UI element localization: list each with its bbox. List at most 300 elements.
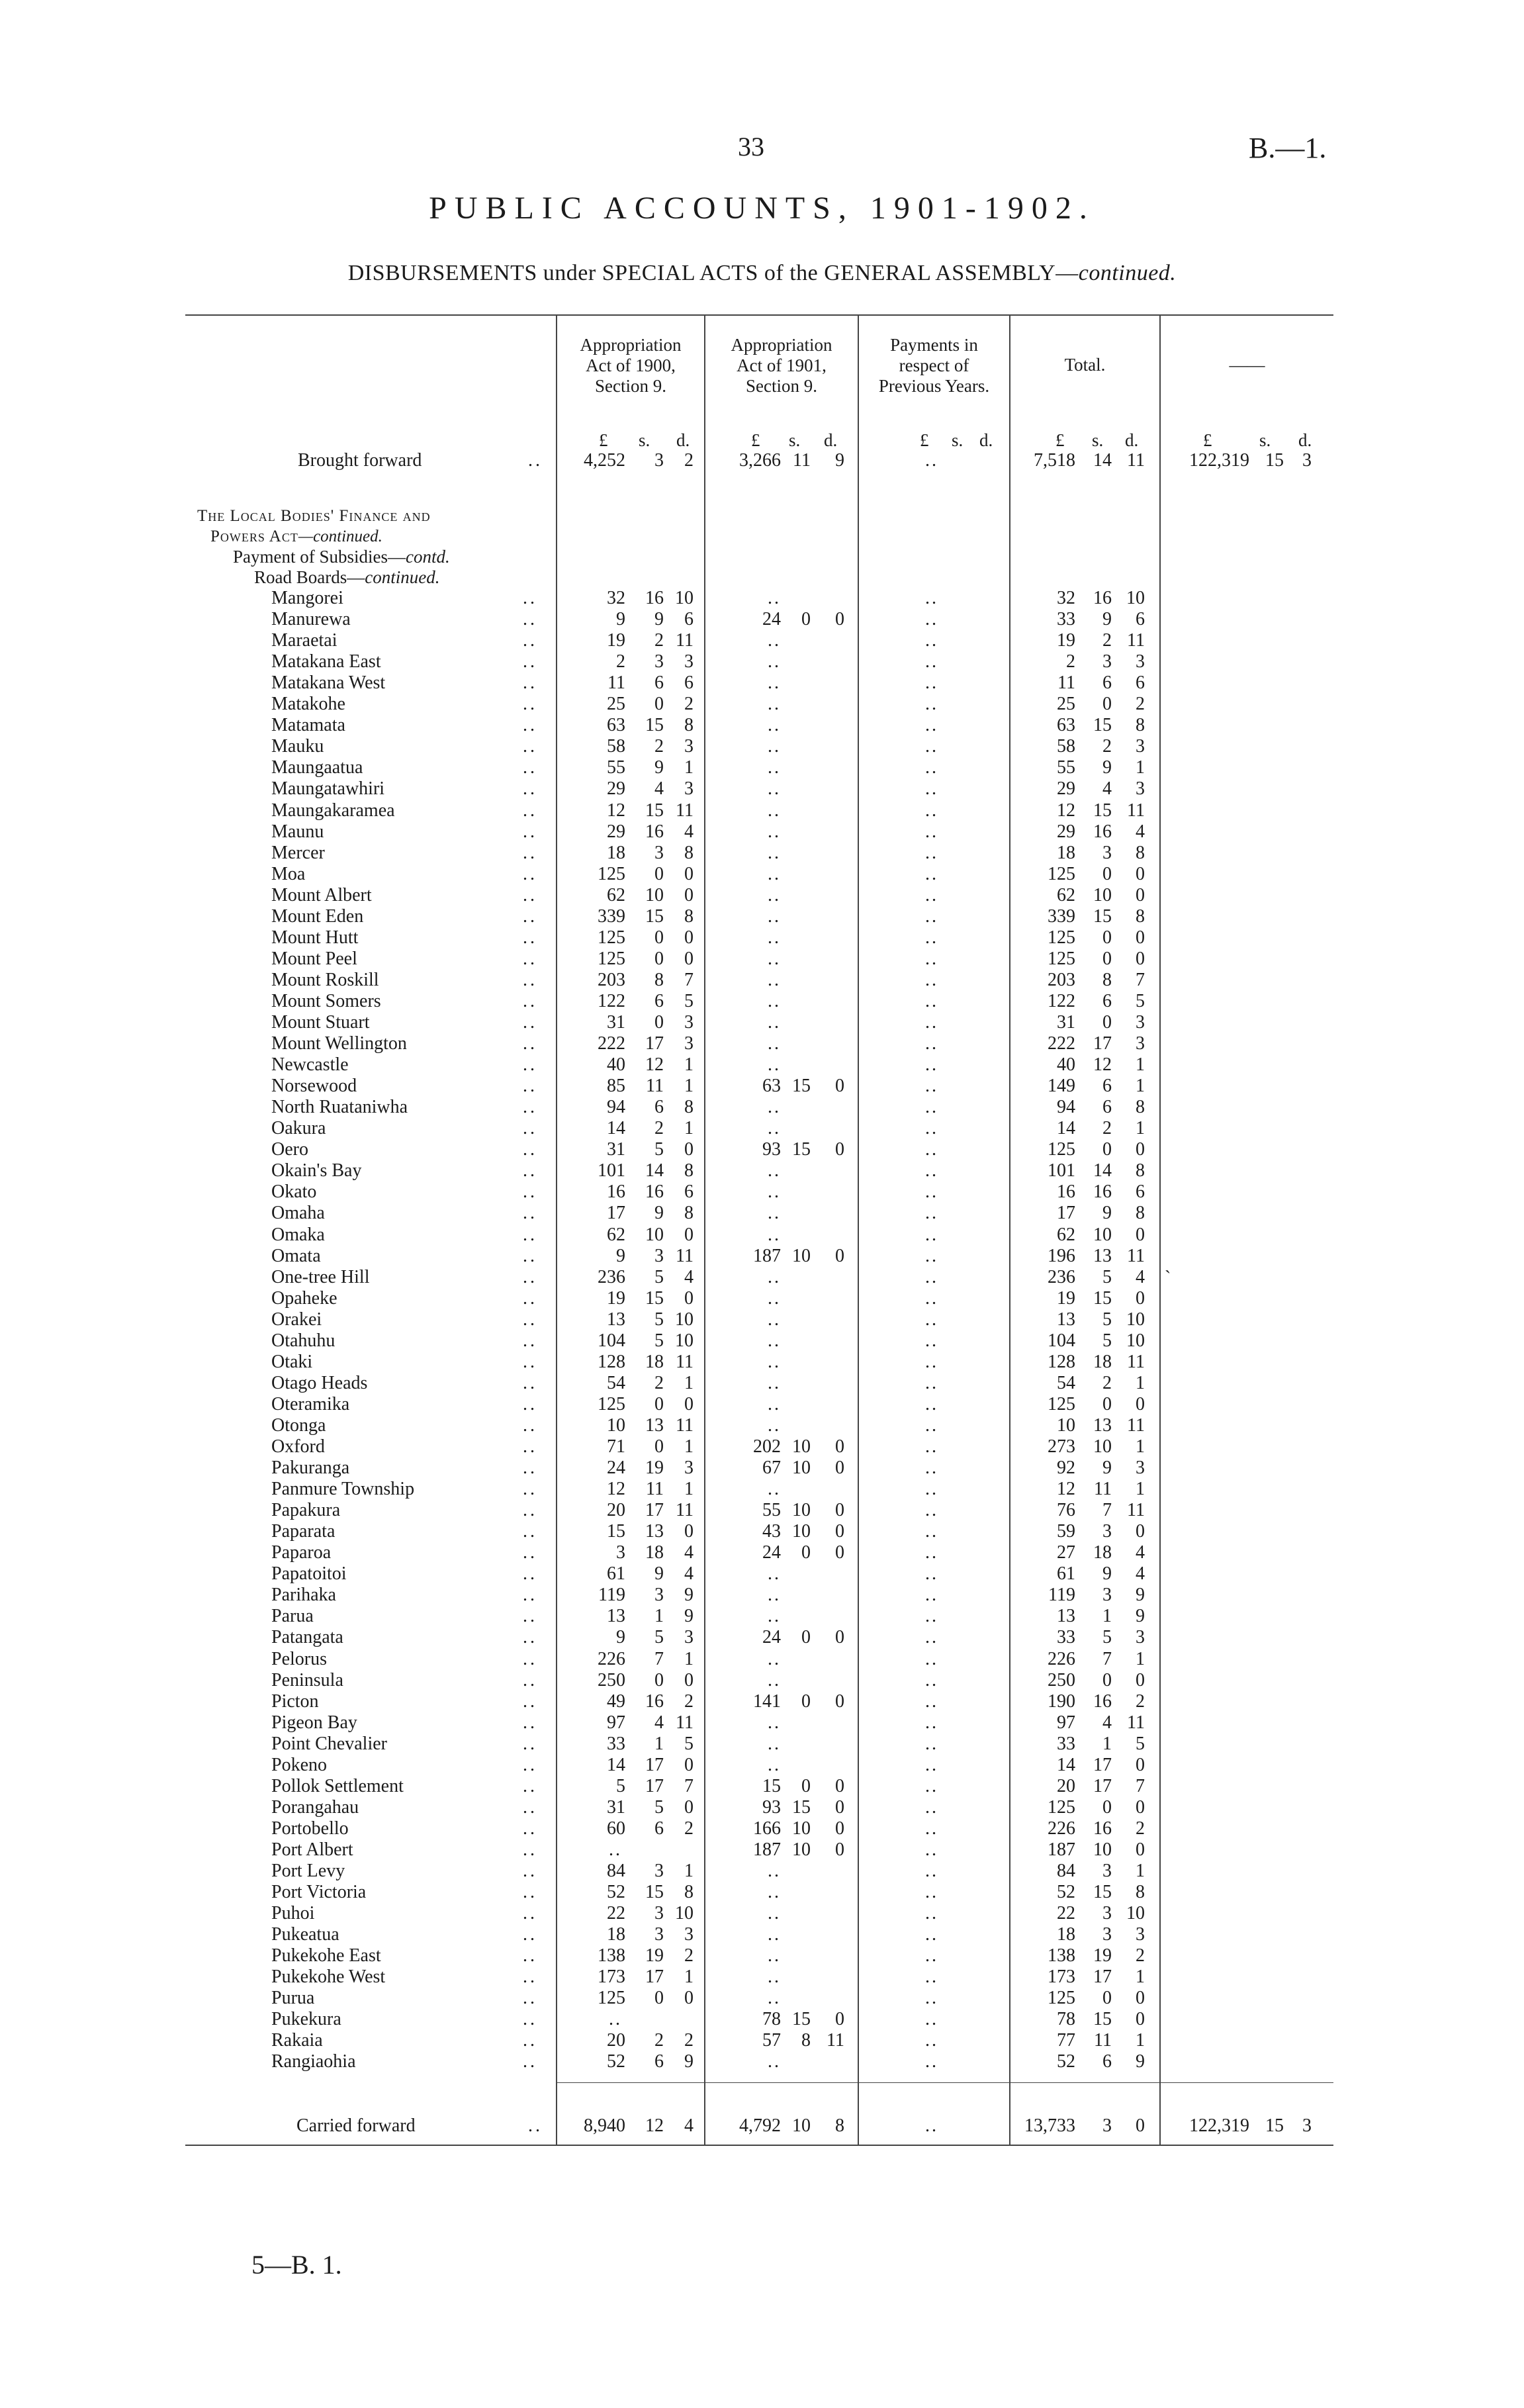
amount-c1-pounds: 40 xyxy=(607,1054,625,1075)
amount-c2-shillings: 15 xyxy=(792,2009,811,2029)
board-name: Opaheke xyxy=(271,1288,337,1309)
amount-c1-pounds: 125 xyxy=(598,949,625,969)
amount-c4-pounds: 16 xyxy=(1057,1181,1075,1202)
amount-c1-pounds: 16 xyxy=(607,1181,625,1202)
amount-c2-pounds: 3,266 xyxy=(739,450,781,471)
table-row xyxy=(185,949,1333,970)
amount-c1-pence: 0 xyxy=(684,949,694,969)
amount-c2-shillings: 10 xyxy=(792,1818,811,1839)
board-name: Matakana East xyxy=(271,651,381,672)
section-heading-line4-plain: Road Boards— xyxy=(254,567,365,587)
nil-c2: .. xyxy=(768,1267,781,1287)
nil-c2: .. xyxy=(768,1924,781,1945)
amount-c4-shillings: 2 xyxy=(1102,1118,1112,1138)
amount-c4-pounds: 2 xyxy=(1066,651,1075,672)
amount-c4-shillings: 7 xyxy=(1102,1649,1112,1669)
amount-c1-pounds: 17 xyxy=(607,1203,625,1223)
board-name: Newcastle xyxy=(271,1054,349,1075)
board-name: Pigeon Bay xyxy=(271,1712,357,1733)
amount-c4-pence: 0 xyxy=(1136,864,1145,884)
amount-c2-pounds: 15 xyxy=(762,1776,781,1796)
amount-c1-pounds: 18 xyxy=(607,1924,625,1945)
board-name: Paparoa xyxy=(271,1542,332,1563)
amount-c4-shillings: 5 xyxy=(1102,1309,1112,1330)
nil-c3: .. xyxy=(925,1882,938,1902)
table-row xyxy=(185,1160,1333,1181)
table-row xyxy=(185,927,1333,949)
page-subtitle xyxy=(0,261,1524,286)
amount-c1-shillings: 17 xyxy=(645,1967,664,1987)
table-row xyxy=(185,1479,1333,1500)
amount-c1-shillings: 0 xyxy=(654,1988,664,2008)
board-name: Porangahau xyxy=(271,1797,359,1818)
board-name: Port Victoria xyxy=(271,1882,367,1902)
amount-c4-pence: 0 xyxy=(1136,949,1145,969)
nil-c2: .. xyxy=(768,927,781,948)
amount-c4-pounds: 125 xyxy=(1048,1394,1075,1414)
amount-c4-shillings: 5 xyxy=(1102,1267,1112,1287)
amount-c1-pounds: 203 xyxy=(598,970,625,990)
amount-c1-shillings: 5 xyxy=(654,1797,664,1818)
nil-c3: .. xyxy=(925,1861,938,1881)
row-leader: .. xyxy=(523,843,537,863)
amount-c1-shillings: 6 xyxy=(654,672,664,693)
board-name: Pelorus xyxy=(271,1649,327,1669)
board-name: Omaka xyxy=(271,1225,325,1245)
amount-c1-shillings: 15 xyxy=(645,906,664,927)
board-name: Maunu xyxy=(271,821,324,842)
board-name: Pakuranga xyxy=(271,1458,350,1478)
amount-c4-shillings: 10 xyxy=(1093,1839,1112,1860)
amount-c1-pence: 0 xyxy=(684,927,694,948)
row-leader: .. xyxy=(523,588,537,608)
amount-c4-pence: 0 xyxy=(1136,1225,1145,1245)
amount-c1-pence: 1 xyxy=(684,1649,694,1669)
units-c3-2: d. xyxy=(979,430,993,450)
amount-c5-pence: 3 xyxy=(1302,450,1312,471)
table-row xyxy=(185,1988,1333,2009)
board-name: Rangiaohia xyxy=(271,2051,356,2072)
nil-c3: .. xyxy=(925,927,938,948)
amount-c4-pounds: 125 xyxy=(1048,1988,1075,2008)
row-leader: .. xyxy=(523,609,537,629)
amount-c2-shillings: 10 xyxy=(792,2115,811,2136)
row-leader: .. xyxy=(523,1033,537,1054)
amount-c4-shillings: 6 xyxy=(1102,991,1112,1011)
nil-c2: .. xyxy=(768,800,781,821)
row-leader: .. xyxy=(523,1097,537,1117)
table-row xyxy=(185,778,1333,800)
amount-c4-pounds: 196 xyxy=(1048,1246,1075,1266)
table-row xyxy=(185,885,1333,906)
nil-c3: .. xyxy=(925,1967,938,1987)
amount-c4-pounds: 29 xyxy=(1057,821,1075,842)
amount-c1-pounds: 119 xyxy=(598,1585,625,1605)
amount-c4-pence: 0 xyxy=(1136,885,1145,905)
table-row xyxy=(185,1436,1333,1458)
amount-c4-shillings: 17 xyxy=(1093,1033,1112,1054)
amount-c1-shillings: 12 xyxy=(645,1054,664,1075)
amount-c4-shillings: 1 xyxy=(1102,1606,1112,1626)
footer-signature: 5—B. 1. xyxy=(251,2250,342,2280)
nil-c3: .. xyxy=(925,736,938,757)
nil-c2: .. xyxy=(768,1181,781,1202)
amount-c1-shillings: 9 xyxy=(654,1563,664,1584)
amount-c4-shillings: 2 xyxy=(1102,1373,1112,1393)
amount-c4-pounds: 125 xyxy=(1048,949,1075,969)
units-c5-2: d. xyxy=(1298,430,1312,450)
units-c5-0: £ xyxy=(1203,430,1212,450)
row-leader: .. xyxy=(523,1797,537,1818)
nil-c3: .. xyxy=(925,1734,938,1754)
amount-c1-pence: 1 xyxy=(684,1076,694,1096)
amount-c2-pence: 0 xyxy=(835,1542,844,1563)
amount-c1-pence: 0 xyxy=(684,1139,694,1160)
nil-c3: .. xyxy=(925,1818,938,1839)
amount-c4-pence: 2 xyxy=(1136,1818,1145,1839)
nil-c3: .. xyxy=(925,1712,938,1733)
table-row xyxy=(185,1542,1333,1563)
amount-c1-shillings: 6 xyxy=(654,991,664,1011)
nil-c3: .. xyxy=(925,1755,938,1775)
amount-c1-shillings: 5 xyxy=(654,1627,664,1647)
amount-c2-pounds: 57 xyxy=(762,2030,781,2051)
amount-c4-pounds: 236 xyxy=(1048,1267,1075,1287)
brought-forward-label: Brought forward xyxy=(298,450,422,471)
amount-c1-pence: 6 xyxy=(684,1181,694,1202)
amount-c1-shillings: 3 xyxy=(654,1903,664,1923)
row-leader: .. xyxy=(523,906,537,927)
amount-c2-shillings: 10 xyxy=(792,1500,811,1520)
amount-c4-shillings: 7 xyxy=(1102,1500,1112,1520)
amount-c1-shillings: 17 xyxy=(645,1755,664,1775)
amount-c1-pence: 0 xyxy=(684,1521,694,1542)
amount-c2-shillings: 11 xyxy=(793,450,811,471)
amount-c1-pounds: 173 xyxy=(598,1967,625,1987)
table-row xyxy=(185,715,1333,736)
table-row xyxy=(185,1203,1333,1224)
brought-forward-row xyxy=(185,450,1333,471)
table-row xyxy=(185,1373,1333,1394)
nil-c3: .. xyxy=(925,1627,938,1647)
table-row xyxy=(185,1649,1333,1670)
amount-c1-shillings: 3 xyxy=(654,450,664,471)
row-leader: .. xyxy=(523,1627,537,1647)
amount-c4-pounds: 19 xyxy=(1057,1288,1075,1309)
amount-c1-pence: 3 xyxy=(684,1033,694,1054)
board-name: Paparata xyxy=(271,1521,336,1542)
amount-c4-shillings: 0 xyxy=(1102,1988,1112,2008)
nil-c3: .. xyxy=(925,1097,938,1117)
amount-c1-pounds: 222 xyxy=(598,1033,625,1054)
row-leader: .. xyxy=(523,715,537,735)
amount-c1-pounds: 14 xyxy=(607,1755,625,1775)
amount-c4-pounds: 125 xyxy=(1048,1139,1075,1160)
amount-c1-pounds: 33 xyxy=(607,1734,625,1754)
amount-c1-pence: 8 xyxy=(684,1160,694,1181)
amount-c1-pounds: 138 xyxy=(598,1945,625,1966)
amount-c4-shillings: 2 xyxy=(1102,630,1112,651)
amount-c1-pence: 4 xyxy=(684,1267,694,1287)
nil-c2: .. xyxy=(768,1352,781,1372)
nil-c3: .. xyxy=(925,1988,938,2008)
table-row xyxy=(185,1309,1333,1330)
amount-c4-shillings: 17 xyxy=(1093,1755,1112,1775)
board-name: Matamata xyxy=(271,715,345,735)
nil-c2: .. xyxy=(768,1118,781,1138)
amount-c4-pounds: 52 xyxy=(1057,1882,1075,1902)
amount-c1-pounds: 5 xyxy=(616,1776,625,1796)
amount-c1-pence: 3 xyxy=(684,1627,694,1647)
table-row xyxy=(185,1225,1333,1246)
table-row xyxy=(185,2051,1333,2072)
table-row xyxy=(185,1585,1333,1606)
amount-c4-shillings: 0 xyxy=(1102,1797,1112,1818)
amount-c1-pence: 8 xyxy=(684,1097,694,1117)
amount-c4-pounds: 58 xyxy=(1057,736,1075,757)
amount-c1-shillings: 17 xyxy=(645,1500,664,1520)
table-row xyxy=(185,1267,1333,1288)
nil-c3: .. xyxy=(925,1160,938,1181)
amount-c4-shillings: 3 xyxy=(1102,1861,1112,1881)
amount-c1-pence: 8 xyxy=(684,715,694,735)
amount-c4-pounds: 101 xyxy=(1048,1160,1075,1181)
table-row xyxy=(185,588,1333,609)
amount-c5-pounds: 122,319 xyxy=(1189,2115,1249,2136)
amount-c1-pounds: 54 xyxy=(607,1373,625,1393)
board-name: Rakaia xyxy=(271,2030,323,2051)
amount-c1-pence: 5 xyxy=(684,1734,694,1754)
nil-c3: .. xyxy=(925,609,938,629)
nil-c3: .. xyxy=(925,821,938,842)
nil-c1: .. xyxy=(609,1839,622,1860)
amount-c1-pounds: 24 xyxy=(607,1458,625,1478)
amount-c1-pounds: 71 xyxy=(607,1436,625,1457)
board-name: Norsewood xyxy=(271,1076,357,1096)
amount-c2-shillings: 0 xyxy=(801,1627,811,1647)
col-head-appropriation-1901: Appropriation Act of 1901, Section 9. xyxy=(731,335,832,396)
amount-c2-shillings: 0 xyxy=(801,1776,811,1796)
row-leader: .. xyxy=(523,1563,537,1584)
row-leader: .. xyxy=(523,1012,537,1033)
amount-c2-shillings: 0 xyxy=(801,1542,811,1563)
amount-c4-pounds: 27 xyxy=(1057,1542,1075,1563)
amount-c1-shillings: 3 xyxy=(654,1246,664,1266)
row-leader: .. xyxy=(523,885,537,905)
amount-c4-shillings: 4 xyxy=(1102,778,1112,799)
amount-c1-pence: 10 xyxy=(675,1903,694,1923)
row-leader: .. xyxy=(523,1394,537,1414)
amount-c4-pence: 0 xyxy=(1136,927,1145,948)
amount-c4-pounds: 128 xyxy=(1048,1352,1075,1372)
row-leader: .. xyxy=(523,778,537,799)
amount-c4-pounds: 33 xyxy=(1057,609,1075,629)
amount-c1-pence: 0 xyxy=(684,885,694,905)
row-leader: .. xyxy=(523,651,537,672)
amount-c4-shillings: 2 xyxy=(1102,736,1112,757)
table-row xyxy=(185,1521,1333,1542)
row-leader: .. xyxy=(523,1882,537,1902)
table-row xyxy=(185,1139,1333,1160)
nil-c3: .. xyxy=(925,1076,938,1096)
amount-c4-pounds: 77 xyxy=(1057,2030,1075,2051)
board-name: Oteramika xyxy=(271,1394,350,1414)
row-leader: .. xyxy=(523,1776,537,1796)
nil-c3: .. xyxy=(925,2009,938,2029)
page-code: B.—1. xyxy=(1249,132,1327,164)
nil-c3: .. xyxy=(925,1033,938,1054)
amount-c1-shillings: 17 xyxy=(645,1776,664,1796)
amount-c1-pence: 3 xyxy=(684,736,694,757)
amount-c1-pounds: 339 xyxy=(598,906,625,927)
units-c2-0: £ xyxy=(751,430,760,450)
amount-c2-shillings: 0 xyxy=(801,609,811,629)
units-c1-0: £ xyxy=(599,430,608,450)
amount-c1-pounds: 226 xyxy=(598,1649,625,1669)
table-row xyxy=(185,2009,1333,2030)
amount-c1-pence: 4 xyxy=(684,821,694,842)
amount-c4-shillings: 18 xyxy=(1093,1542,1112,1563)
amount-c4-pounds: 33 xyxy=(1057,1627,1075,1647)
section-heading-line3 xyxy=(233,547,450,567)
board-name: Mangorei xyxy=(271,588,343,608)
nil-c2: .. xyxy=(768,1160,781,1181)
nil-c2: .. xyxy=(768,906,781,927)
amount-c2-pounds: 4,792 xyxy=(739,2115,781,2136)
amount-c4-shillings: 16 xyxy=(1093,821,1112,842)
nil-c2: .. xyxy=(768,1373,781,1393)
amount-c4-pence: 1 xyxy=(1136,1861,1145,1881)
board-name: Mount Wellington xyxy=(271,1033,407,1054)
amount-c4-shillings: 4 xyxy=(1102,1712,1112,1733)
amount-c1-shillings: 6 xyxy=(654,1097,664,1117)
nil-c2: .. xyxy=(768,651,781,672)
amount-c1-shillings: 15 xyxy=(645,1288,664,1309)
amount-c2-shillings: 0 xyxy=(801,1691,811,1712)
amount-c4-pence: 11 xyxy=(1127,1500,1145,1520)
nil-c3: .. xyxy=(925,1139,938,1160)
stray-mark: ` xyxy=(1165,1268,1171,1288)
table-row xyxy=(185,1882,1333,1903)
nil-c1: .. xyxy=(609,2009,622,2029)
amount-c1-pence: 3 xyxy=(684,1924,694,1945)
nil-c3: .. xyxy=(925,715,938,735)
table-row xyxy=(185,651,1333,672)
amount-c4-pounds: 62 xyxy=(1057,1225,1075,1245)
amount-c4-pence: 1 xyxy=(1136,1373,1145,1393)
amount-c1-pence: 4 xyxy=(684,2115,694,2136)
units-c2-1: s. xyxy=(789,430,801,450)
board-name: Mount Eden xyxy=(271,906,364,927)
amount-c4-pounds: 7,518 xyxy=(1034,450,1075,471)
nil-c3: .. xyxy=(925,1012,938,1033)
amount-c1-pounds: 62 xyxy=(607,885,625,905)
amount-c1-shillings: 5 xyxy=(654,1267,664,1287)
nil-c3: .. xyxy=(925,1225,938,1245)
amount-c4-pounds: 25 xyxy=(1057,694,1075,714)
amount-c4-shillings: 0 xyxy=(1102,864,1112,884)
row-leader: .. xyxy=(523,1839,537,1860)
amount-c4-pounds: 226 xyxy=(1048,1649,1075,1669)
nil-c2: .. xyxy=(768,1054,781,1075)
board-name: Mauku xyxy=(271,736,324,757)
row-leader: .. xyxy=(523,1076,537,1096)
amount-c1-pounds: 2 xyxy=(616,651,625,672)
table-row xyxy=(185,800,1333,821)
nil-c2: .. xyxy=(768,1225,781,1245)
amount-c2-pence: 0 xyxy=(835,1797,844,1818)
amount-c1-pence: 6 xyxy=(684,672,694,693)
row-leader: .. xyxy=(523,1330,537,1351)
amount-c4-pounds: 13 xyxy=(1057,1309,1075,1330)
row-leader: .. xyxy=(523,1288,537,1309)
amount-c1-pounds: 97 xyxy=(607,1712,625,1733)
nil-c2: .. xyxy=(768,843,781,863)
board-name: Pokeno xyxy=(271,1755,327,1775)
amount-c4-pence: 8 xyxy=(1136,906,1145,927)
amount-c1-shillings: 0 xyxy=(654,927,664,948)
amount-c4-pence: 9 xyxy=(1136,2051,1145,2072)
amount-c4-pence: 0 xyxy=(1136,1797,1145,1818)
nil-c2: .. xyxy=(768,1563,781,1584)
subtitle-italic: continued. xyxy=(1078,261,1177,285)
board-name: Mount Albert xyxy=(271,885,372,905)
amount-c4-pounds: 19 xyxy=(1057,630,1075,651)
row-leader: .. xyxy=(523,1945,537,1966)
nil-c2: .. xyxy=(768,1309,781,1330)
amount-c4-pence: 9 xyxy=(1136,1585,1145,1605)
amount-c1-shillings: 4 xyxy=(654,1712,664,1733)
amount-c4-shillings: 8 xyxy=(1102,970,1112,990)
section-heading-line2 xyxy=(210,526,382,547)
amount-c4-pounds: 92 xyxy=(1057,1458,1075,1478)
amount-c1-shillings: 2 xyxy=(654,1373,664,1393)
amount-c4-pounds: 339 xyxy=(1048,906,1075,927)
board-name: Okain's Bay xyxy=(271,1160,362,1181)
amount-c4-pounds: 125 xyxy=(1048,927,1075,948)
table-row xyxy=(185,1500,1333,1521)
amount-c1-pounds: 10 xyxy=(607,1415,625,1436)
col-head-total: Total. xyxy=(1064,355,1106,375)
nil-c3: .. xyxy=(925,1563,938,1584)
nil-c2: .. xyxy=(768,715,781,735)
nil-c3: .. xyxy=(925,1649,938,1669)
amount-c4-shillings: 9 xyxy=(1102,1203,1112,1223)
amount-c4-pence: 11 xyxy=(1127,1352,1145,1372)
amount-c4-pounds: 18 xyxy=(1057,843,1075,863)
amount-c4-pounds: 94 xyxy=(1057,1097,1075,1117)
amount-c1-pounds: 19 xyxy=(607,630,625,651)
amount-c1-pence: 8 xyxy=(684,843,694,863)
amount-c2-pounds: 63 xyxy=(762,1076,781,1096)
amount-c2-pence: 0 xyxy=(835,1436,844,1457)
section-heading-line2-italic: —continued. xyxy=(298,528,382,545)
amount-c1-pence: 0 xyxy=(684,1797,694,1818)
amount-c2-pounds: 166 xyxy=(753,1818,781,1839)
amount-c4-pence: 11 xyxy=(1127,630,1145,651)
amount-c1-pounds: 60 xyxy=(607,1818,625,1839)
nil-c3: .. xyxy=(925,1203,938,1223)
amount-c4-pence: 3 xyxy=(1136,1627,1145,1647)
nil-c3: .. xyxy=(925,991,938,1011)
amount-c4-shillings: 3 xyxy=(1102,843,1112,863)
carried-forward-rule xyxy=(556,2082,1333,2083)
amount-c2-shillings: 10 xyxy=(792,1839,811,1860)
amount-c1-pence: 0 xyxy=(684,1670,694,1690)
amount-c4-pence: 8 xyxy=(1136,843,1145,863)
board-name: Mount Somers xyxy=(271,991,381,1011)
nil-c3: .. xyxy=(925,1670,938,1690)
